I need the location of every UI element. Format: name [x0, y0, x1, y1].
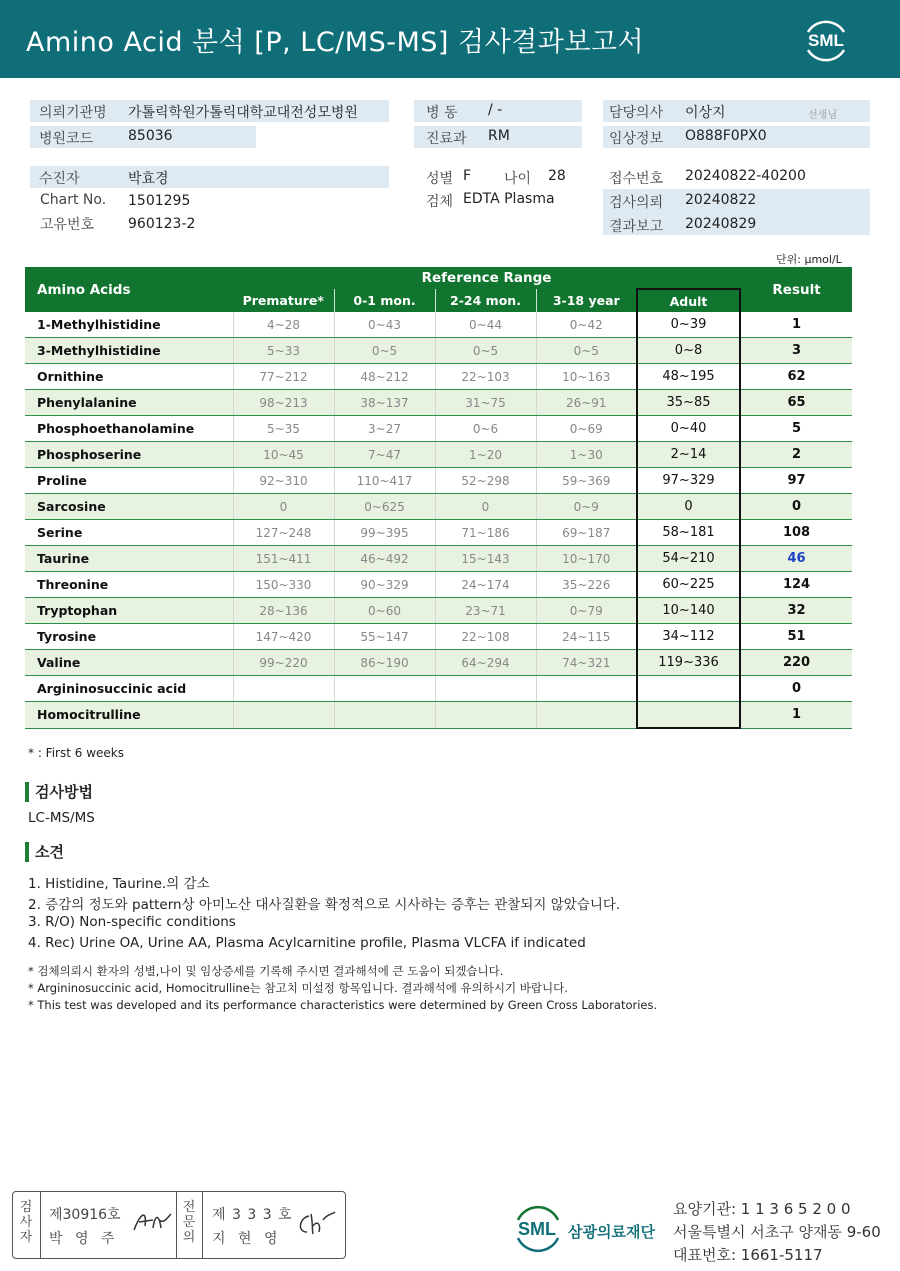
- ref-premature: 0: [233, 494, 334, 520]
- specialist-name: 지 현 영: [212, 1231, 282, 1247]
- ward-value: / -: [488, 102, 503, 118]
- table-row: [25, 442, 852, 468]
- note-line: * 검체의뢰시 환자의 성별,나이 및 임상증세를 기록해 주시면 결과해석에 큰 도움이 되겠습니다.: [28, 964, 504, 978]
- finding-line: 4. Rec) Urine OA, Urine AA, Plasma Acylcarnitine profile, Plasma VLCFA if indicated: [28, 935, 586, 951]
- note-line: * This test was developed and its performance characteristics were determined by Green Cross Laboratories.: [28, 998, 658, 1012]
- ref-0-1-mon: 46~492: [334, 546, 435, 572]
- ref-2-24-mon: 52~298: [435, 468, 536, 494]
- amino-acid-name: Sarcosine: [25, 494, 233, 520]
- specialist-signature-icon: [295, 1210, 337, 1238]
- amino-acid-name: Argininosuccinic acid: [25, 676, 233, 702]
- patient-bar: [30, 166, 389, 188]
- id-value: 960123-2: [128, 216, 196, 232]
- specialist-label: 전 문 의: [182, 1200, 196, 1245]
- inspector-signature-icon: [131, 1208, 173, 1236]
- result-value: 0: [740, 494, 852, 520]
- ref-premature: 151~411: [233, 546, 334, 572]
- amino-acid-name: Phosphoethanolamine: [25, 416, 233, 442]
- id-label: 고유번호: [40, 217, 95, 233]
- ref-3-18-year: [536, 676, 637, 702]
- doctor-value: 이상지: [685, 105, 726, 121]
- ref-0-1-mon: 55~147: [334, 624, 435, 650]
- sml-brand-logo-icon: [508, 1200, 566, 1256]
- ref-3-18-year: 74~321: [536, 650, 637, 676]
- table-row: [25, 676, 852, 702]
- table-row: [25, 468, 852, 494]
- hospital-code-value: 85036: [128, 128, 173, 144]
- institution-value: 가톨릭학원가톨릭대학교대전성모병원: [128, 105, 358, 121]
- ref-adult: 0~8: [637, 338, 740, 364]
- ref-3-18-year: 0~69: [536, 416, 637, 442]
- ref-2-24-mon: [435, 702, 536, 729]
- col-header-premature: Premature*: [233, 289, 334, 312]
- signature-box: [12, 1191, 346, 1259]
- table-row: [25, 520, 852, 546]
- result-value-low: 46: [740, 546, 852, 572]
- ref-3-18-year: 10~163: [536, 364, 637, 390]
- ref-3-18-year: 0~9: [536, 494, 637, 520]
- amino-acid-name: Phenylalanine: [25, 390, 233, 416]
- result-value: 220: [740, 650, 852, 676]
- sml-logo-icon: [800, 14, 852, 66]
- ref-adult: 48~195: [637, 364, 740, 390]
- clinical-value: O888F0PX0: [685, 128, 767, 144]
- amino-acid-name: Threonine: [25, 572, 233, 598]
- amino-acid-name: Valine: [25, 650, 233, 676]
- ref-premature: 147~420: [233, 624, 334, 650]
- amino-acid-name: Phosphoserine: [25, 442, 233, 468]
- col-header-2-24-mon: 2-24 mon.: [435, 289, 536, 312]
- result-value: 108: [740, 520, 852, 546]
- ref-0-1-mon: 48~212: [334, 364, 435, 390]
- ref-3-18-year: 26~91: [536, 390, 637, 416]
- ref-3-18-year: 1~30: [536, 442, 637, 468]
- ref-adult: 34~112: [637, 624, 740, 650]
- ref-0-1-mon: 3~27: [334, 416, 435, 442]
- ref-3-18-year: 0~42: [536, 312, 637, 338]
- ref-adult: 58~181: [637, 520, 740, 546]
- col-header-result: Result: [740, 267, 852, 312]
- patient-value: 박효경: [128, 171, 169, 187]
- ref-2-24-mon: 0~5: [435, 338, 536, 364]
- note-line: * Argininosuccinic acid, Homocitrulline는 참고치 미설정 항목입니다. 결과해석에 유의하시기 바랍니다.: [28, 981, 568, 995]
- ref-0-1-mon: 38~137: [334, 390, 435, 416]
- ref-adult: 35~85: [637, 390, 740, 416]
- ref-adult: 10~140: [637, 598, 740, 624]
- agency-code: 요양기관: 1 1 3 6 5 2 0 0: [673, 1200, 851, 1218]
- amino-acid-name: Proline: [25, 468, 233, 494]
- ref-premature: 5~35: [233, 416, 334, 442]
- ref-0-1-mon: 0~43: [334, 312, 435, 338]
- phone-number: 대표번호: 1661-5117: [673, 1246, 823, 1264]
- ref-3-18-year: 35~226: [536, 572, 637, 598]
- result-value: 97: [740, 468, 852, 494]
- finding-line: 2. 증감의 정도와 pattern상 아미노산 대사질환을 확정적으로 시사하는 증후는 관찰되지 않았습니다.: [28, 897, 621, 913]
- result-value: 65: [740, 390, 852, 416]
- ref-0-1-mon: [334, 676, 435, 702]
- receipt-label: 접수번호: [609, 171, 664, 187]
- ref-premature: 77~212: [233, 364, 334, 390]
- result-value: 2: [740, 442, 852, 468]
- ref-2-24-mon: 64~294: [435, 650, 536, 676]
- finding-line: 1. Histidine, Taurine.의 감소: [28, 876, 210, 892]
- table-row: [25, 650, 852, 676]
- ref-0-1-mon: 90~329: [334, 572, 435, 598]
- col-header-adult: Adult: [637, 289, 740, 312]
- ref-2-24-mon: 23~71: [435, 598, 536, 624]
- ref-3-18-year: 69~187: [536, 520, 637, 546]
- specialist-license-no: 제 3 3 3 호: [212, 1207, 293, 1223]
- ref-adult: 54~210: [637, 546, 740, 572]
- amino-acid-name: Tyrosine: [25, 624, 233, 650]
- report-title: Amino Acid 분석 [P, LC/MS-MS] 검사결과보고서: [26, 27, 645, 58]
- col-header-3-18-year: 3-18 year: [536, 289, 637, 312]
- ref-adult: 0: [637, 494, 740, 520]
- table-row: [25, 390, 852, 416]
- ref-0-1-mon: 7~47: [334, 442, 435, 468]
- ref-premature: 150~330: [233, 572, 334, 598]
- method-text: LC-MS/MS: [28, 810, 95, 826]
- sml-brand-logo-text: SML: [518, 1219, 556, 1239]
- result-value: 32: [740, 598, 852, 624]
- age-label: 나이: [504, 171, 532, 187]
- amino-acid-name: 1-Methylhistidine: [25, 312, 233, 338]
- chart-value: 1501295: [128, 193, 191, 209]
- ref-premature: 4~28: [233, 312, 334, 338]
- amino-acid-table: [25, 267, 852, 729]
- inspector-license-no: 제30916호: [49, 1207, 121, 1223]
- ref-2-24-mon: 24~174: [435, 572, 536, 598]
- amino-acid-name: Taurine: [25, 546, 233, 572]
- ref-2-24-mon: 0~6: [435, 416, 536, 442]
- institution-label: 의뢰기관명: [39, 105, 107, 121]
- sex-value: F: [463, 168, 472, 184]
- ref-2-24-mon: 0~44: [435, 312, 536, 338]
- ref-0-1-mon: 110~417: [334, 468, 435, 494]
- ref-3-18-year: 24~115: [536, 624, 637, 650]
- ref-0-1-mon: 0~5: [334, 338, 435, 364]
- ref-adult: 0~39: [637, 312, 740, 338]
- table-row: [25, 416, 852, 442]
- ref-premature: [233, 676, 334, 702]
- ref-adult: 97~329: [637, 468, 740, 494]
- table-row: [25, 312, 852, 338]
- dept-value: RM: [488, 128, 510, 144]
- table-row: [25, 364, 852, 390]
- hospital-code-label: 병원코드: [39, 131, 94, 147]
- amino-acid-name: Homocitrulline: [25, 702, 233, 729]
- clinical-label: 임상정보: [609, 131, 664, 147]
- result-value: 0: [740, 676, 852, 702]
- ref-adult: 0~40: [637, 416, 740, 442]
- ref-3-18-year: 10~170: [536, 546, 637, 572]
- result-value: 51: [740, 624, 852, 650]
- ref-0-1-mon: 86~190: [334, 650, 435, 676]
- ref-0-1-mon: 99~395: [334, 520, 435, 546]
- table-row: [25, 624, 852, 650]
- doctor-suffix: 선생님: [808, 110, 837, 121]
- dept-label: 진료과: [426, 131, 467, 147]
- unit-label: 단위: μmol/L: [776, 253, 842, 266]
- result-value: 124: [740, 572, 852, 598]
- result-value: 1: [740, 312, 852, 338]
- ref-2-24-mon: 31~75: [435, 390, 536, 416]
- specimen-value: EDTA Plasma: [463, 191, 555, 207]
- age-value: 28: [548, 168, 566, 184]
- request-value: 20240822: [685, 192, 757, 208]
- result-value: 1: [740, 702, 852, 729]
- ref-2-24-mon: 22~108: [435, 624, 536, 650]
- ref-3-18-year: 59~369: [536, 468, 637, 494]
- ref-2-24-mon: 22~103: [435, 364, 536, 390]
- table-row: [25, 546, 852, 572]
- ref-2-24-mon: 71~186: [435, 520, 536, 546]
- ref-premature: 10~45: [233, 442, 334, 468]
- ref-premature: 127~248: [233, 520, 334, 546]
- table-row: [25, 572, 852, 598]
- amino-acid-name: 3-Methylhistidine: [25, 338, 233, 364]
- ref-2-24-mon: 0: [435, 494, 536, 520]
- table-row: [25, 702, 852, 729]
- ref-0-1-mon: 0~625: [334, 494, 435, 520]
- ref-2-24-mon: [435, 676, 536, 702]
- ref-3-18-year: 0~5: [536, 338, 637, 364]
- amino-acid-name: Ornithine: [25, 364, 233, 390]
- amino-acid-name: Serine: [25, 520, 233, 546]
- table-row: [25, 494, 852, 520]
- table-footnote: * : First 6 weeks: [28, 746, 124, 760]
- result-value: 62: [740, 364, 852, 390]
- table-row: [25, 598, 852, 624]
- address: 서울특별시 서초구 양재동 9-60: [673, 1223, 881, 1241]
- amino-acid-name: Tryptophan: [25, 598, 233, 624]
- ref-0-1-mon: [334, 702, 435, 729]
- ref-adult: [637, 702, 740, 729]
- method-heading: 검사방법: [25, 782, 93, 802]
- ward-label: 병 동: [426, 105, 458, 121]
- ref-adult: 60~225: [637, 572, 740, 598]
- chart-label: Chart No.: [40, 192, 107, 208]
- ref-adult: [637, 676, 740, 702]
- ref-premature: 5~33: [233, 338, 334, 364]
- finding-line: 3. R/O) Non-specific conditions: [28, 914, 236, 930]
- ref-premature: 92~310: [233, 468, 334, 494]
- specimen-label: 검체: [426, 194, 454, 210]
- table-row: [25, 338, 852, 364]
- result-value: 5: [740, 416, 852, 442]
- report-date-label: 결과보고: [609, 219, 664, 235]
- result-value: 3: [740, 338, 852, 364]
- report-date-value: 20240829: [685, 216, 757, 232]
- col-header-reference-range: Reference Range: [233, 267, 740, 289]
- findings-heading: 소견: [25, 842, 64, 862]
- col-header-amino-acids: Amino Acids: [25, 267, 233, 312]
- ref-premature: [233, 702, 334, 729]
- sex-label: 성별: [426, 171, 454, 187]
- request-label: 검사의뢰: [609, 195, 664, 211]
- ref-adult: 2~14: [637, 442, 740, 468]
- inspector-name: 박 영 주: [49, 1231, 119, 1247]
- ref-2-24-mon: 15~143: [435, 546, 536, 572]
- doctor-label: 담당의사: [609, 105, 664, 121]
- brand-name: 삼광의료재단: [568, 1223, 655, 1241]
- ref-0-1-mon: 0~60: [334, 598, 435, 624]
- ref-premature: 99~220: [233, 650, 334, 676]
- col-header-0-1-mon: 0-1 mon.: [334, 289, 435, 312]
- patient-label: 수진자: [39, 171, 80, 187]
- ref-3-18-year: 0~79: [536, 598, 637, 624]
- ref-premature: 98~213: [233, 390, 334, 416]
- sml-logo-text: SML: [808, 31, 844, 50]
- inspector-label: 검 사 자: [19, 1200, 33, 1245]
- ref-adult: 119~336: [637, 650, 740, 676]
- receipt-value: 20240822-40200: [685, 168, 806, 184]
- ref-3-18-year: [536, 702, 637, 729]
- ref-2-24-mon: 1~20: [435, 442, 536, 468]
- ref-premature: 28~136: [233, 598, 334, 624]
